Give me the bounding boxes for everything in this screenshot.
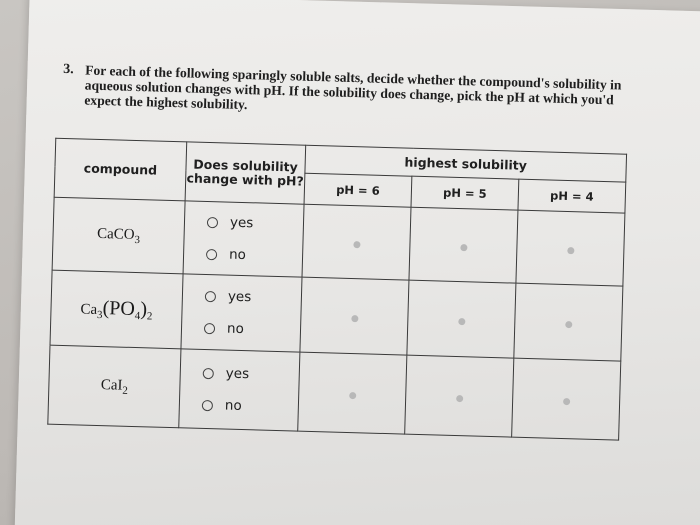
option-no[interactable]: no [182,311,301,346]
radio-dot-icon[interactable] [567,247,574,254]
table-row [48,345,621,440]
radio-icon[interactable] [206,248,217,259]
option-no[interactable]: no [179,388,298,423]
ph5-choice[interactable] [409,207,518,283]
radio-icon[interactable] [202,399,213,410]
compound-ca3po42: $Ca_3(PO_4)_2$ [50,270,183,349]
ph-col-6: pH = 6 [304,174,412,208]
ph4-choice[interactable] [514,283,623,361]
ph-col-4: pH = 4 [518,180,626,214]
header-compound: compound [54,138,187,201]
solubility-table [47,138,627,441]
header-highest-solubility: highest solubility [305,145,627,182]
ph6-choice[interactable] [302,204,411,280]
question-number: 3. [63,61,74,78]
ph5-choice[interactable] [407,280,516,358]
ph-col-5: pH = 5 [411,177,519,211]
header-changes-with-ph: Does solubility change with pH? [185,142,306,204]
radio-dot-icon[interactable] [460,244,467,251]
radio-dot-icon[interactable] [456,395,463,402]
ph4-choice[interactable] [516,210,625,286]
radio-icon[interactable] [205,290,216,301]
radio-dot-icon[interactable] [353,241,360,248]
radio-dot-icon[interactable] [563,397,570,404]
radio-icon[interactable] [204,322,215,333]
radio-icon[interactable] [207,216,218,227]
ph4-choice[interactable] [512,358,621,440]
ph6-choice[interactable] [298,352,407,434]
option-yes[interactable]: yes [183,279,302,314]
option-yes[interactable]: yes [185,205,304,240]
radio-dot-icon[interactable] [458,318,465,325]
compound-cai2: CaI$_2$ [48,345,181,428]
radio-dot-icon[interactable] [565,321,572,328]
question-text: For each of the following sparingly soluble salts, decide whether the compound's solubility in aqueous solution changes with pH. If the solubility does change, pick the pH at which you'd expect the highest solubility. [84,62,622,113]
radio-icon[interactable] [203,367,214,378]
radio-dot-icon[interactable] [351,315,358,322]
option-no[interactable]: no [184,237,303,272]
compound-caco3: CaCO$_3$ [52,197,185,274]
ph6-choice[interactable] [300,277,409,355]
ph5-choice[interactable] [405,355,514,437]
changes-options [181,274,302,352]
radio-dot-icon[interactable] [349,392,356,399]
changes-options [183,201,304,277]
changes-options [179,349,300,431]
option-yes[interactable]: yes [180,356,299,391]
